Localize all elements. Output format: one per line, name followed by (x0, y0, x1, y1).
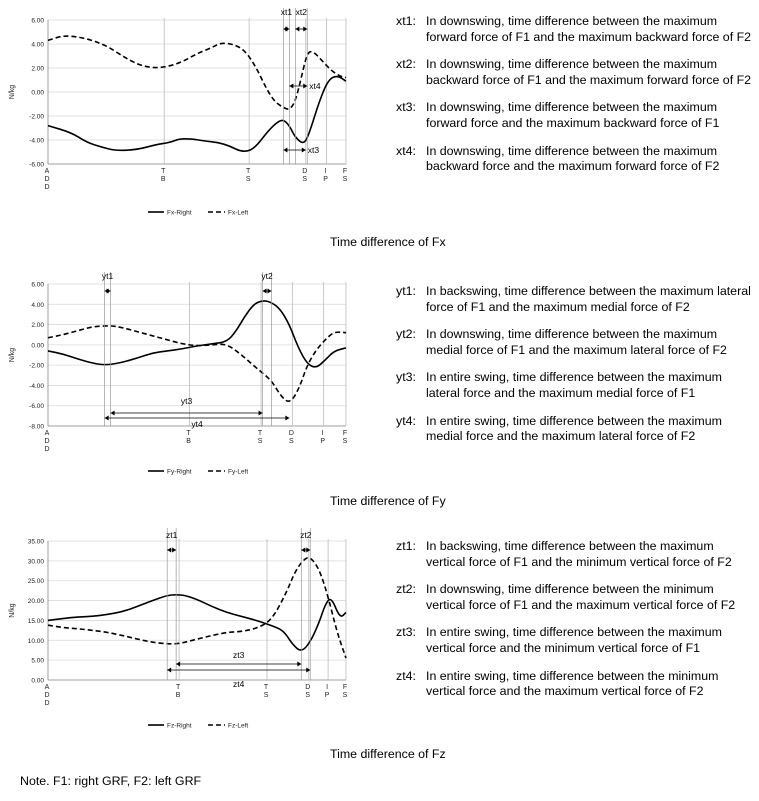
annotation-label: xt2 (295, 7, 307, 17)
x-event-label: D (44, 700, 50, 707)
definition-label: zt2: (396, 582, 416, 597)
panel-fx (0, 0, 759, 258)
note: Note. F1: right GRF, F2: left GRF (20, 774, 202, 788)
arrow-head (297, 662, 301, 667)
definition-text: In downswing, time difference between the maximum forward force and the maximum backward force of F1 (426, 100, 720, 130)
annotation-zt3 (176, 650, 301, 667)
definition-label: xt2: (396, 57, 416, 72)
y-tick-label: 0.00 (31, 677, 44, 685)
annotation-yt2 (261, 271, 273, 426)
x-event-label: A (44, 430, 50, 437)
y-tick-label: 4.00 (31, 41, 44, 49)
definition-label: zt1: (396, 539, 416, 553)
x-event-label: B (175, 692, 181, 699)
definition-label: yt1: (396, 284, 416, 298)
y-tick-label: 20.00 (27, 598, 44, 606)
legend (148, 210, 248, 217)
legend-label: Fx-Left (228, 209, 249, 217)
annotation-label: yt1 (101, 271, 114, 281)
y-tick-label: 30.00 (27, 558, 44, 566)
annotation-label: xt3 (307, 145, 320, 155)
legend-label: Fy-Left (228, 468, 249, 476)
y-tick-label: -4.00 (29, 137, 44, 145)
definition-text: In entire swing, time difference between the maximum lateral force and the maximum medial force of F1 (426, 370, 722, 400)
definition-text: In downswing, time difference between the minimum vertical force of F1 and the maximum vertical force of F2 (426, 582, 736, 612)
x-event-label: F (342, 430, 348, 437)
annotation-label: zt3 (233, 650, 245, 660)
x-event-label: P (324, 692, 330, 699)
legend-label: Fy-Right (167, 468, 192, 476)
definition-fy-3 (396, 370, 756, 401)
x-event-label: F (342, 168, 348, 175)
arrow-head (176, 662, 180, 667)
legend-label: Fz-Right (167, 722, 192, 730)
definitions-fy (396, 284, 756, 457)
x-event-label: I (321, 430, 324, 437)
x-event-label: T (186, 430, 191, 437)
caption-fz: Time difference of Fz (330, 747, 446, 761)
arrow-head (263, 289, 267, 294)
definition-text: In downswing, time difference between the maximum backward force and the maximum forward force of F2 (426, 143, 720, 174)
definition-text: In downswing, time difference between the maximum forward force of F1 and the maximum backward force of F2 (426, 14, 752, 44)
arrow-head (303, 84, 307, 89)
arrow-head (285, 416, 289, 421)
arrow-head (306, 548, 310, 553)
definitions-fz (396, 539, 756, 712)
y-tick-label: 5.00 (31, 657, 44, 665)
annotation-label: yt3 (180, 396, 193, 406)
annotation-yt1 (102, 271, 114, 426)
definition-fx-2 (396, 57, 756, 88)
definition-label: zt3: (396, 625, 416, 640)
caption-fx: Time difference of Fx (330, 235, 446, 249)
y-tick-label: 10.00 (27, 637, 44, 645)
definition-text: In downswing, time difference between the maximum backward force of F1 and the maximum forward force of F2 (426, 57, 752, 87)
annotation-zt4 (167, 668, 310, 690)
x-event-label: T (161, 168, 166, 175)
x-event-label: P (323, 176, 328, 183)
arrow-head (301, 548, 305, 553)
definition-fx-1 (396, 14, 756, 45)
panel-fy (0, 262, 759, 518)
y-tick-label: 6.00 (31, 17, 44, 25)
legend (148, 723, 248, 730)
annotation-label: zt4 (233, 679, 245, 689)
arrow-head (295, 27, 299, 32)
annotation-xt4 (289, 81, 320, 91)
y-tick-label: -8.00 (29, 423, 44, 431)
definitions-fx (396, 14, 756, 187)
x-event-label: S (305, 692, 311, 699)
definition-fy-2 (396, 327, 756, 358)
chart-fx (0, 0, 390, 230)
arrow-head (172, 548, 176, 553)
definition-text: In entire swing, time difference between the maximum vertical force and the minimum vertical force of F1 (426, 625, 722, 655)
x-event-label: S (257, 438, 263, 445)
y-tick-label: -6.00 (29, 161, 44, 169)
x-event-label: D (44, 176, 50, 183)
x-event-label: P (320, 438, 325, 445)
y-tick-label: 2.00 (31, 322, 44, 330)
y-tick-label: 6.00 (31, 281, 44, 289)
definition-label: xt1: (396, 14, 416, 28)
x-event-label: A (44, 684, 50, 691)
definition-fy-4 (396, 414, 756, 445)
x-event-label: D (44, 446, 50, 453)
y-tick-label: 25.00 (27, 578, 44, 586)
y-tick-label: -2.00 (29, 362, 44, 370)
annotation-label: yt4 (191, 419, 203, 429)
y-axis-label: N/kg (9, 347, 16, 363)
arrow-head (111, 411, 115, 416)
chart-fz (0, 520, 390, 750)
definition-text: In downswing, time difference between the maximum medial force of F1 and the maximum lateral force of F2 (426, 327, 727, 357)
annotation-label: xt4 (309, 81, 321, 91)
definition-text: In backswing, time difference between the maximum lateral force of F1 and the maximum medial force of F2 (426, 284, 751, 314)
definition-fx-4 (396, 144, 756, 175)
series-line-fx-left (48, 36, 346, 109)
legend-label: Fx-Right (167, 209, 192, 217)
arrow-head (259, 411, 263, 416)
y-tick-label: 4.00 (31, 301, 44, 309)
definition-fy-1 (396, 284, 756, 315)
x-event-label: I (326, 684, 329, 691)
x-event-label: I (324, 168, 327, 175)
annotation-label: zt1 (165, 530, 178, 540)
y-tick-label: 2.00 (31, 65, 44, 73)
annotation-label: zt2 (300, 530, 312, 540)
x-event-label: S (289, 438, 294, 445)
definition-label: yt2: (396, 327, 416, 342)
caption-fy: Time difference of Fy (330, 494, 446, 508)
x-event-label: T (246, 168, 251, 175)
y-tick-label: -2.00 (29, 113, 44, 121)
arrow-head (167, 668, 171, 673)
x-event-label: D (288, 430, 294, 437)
x-event-label: S (263, 692, 269, 699)
arrow-head (283, 148, 287, 153)
x-event-label: T (175, 684, 181, 691)
y-axis-label: N/kg (9, 603, 16, 618)
x-event-label: B (186, 438, 191, 445)
definition-label: xt3: (396, 100, 416, 115)
annotation-yt4 (105, 416, 290, 430)
arrow-head (289, 84, 293, 89)
x-event-label: S (245, 176, 251, 183)
x-event-label: D (305, 684, 311, 691)
annotation-xt3 (283, 145, 319, 155)
annotation-zt1 (166, 528, 178, 680)
definition-fz-1 (396, 539, 756, 570)
chart-fy (0, 262, 390, 492)
arrow-head (306, 668, 310, 673)
x-event-label: S (342, 176, 348, 183)
legend-label: Fz-Left (228, 722, 249, 730)
definition-label: xt4: (396, 143, 416, 158)
arrow-head (303, 27, 307, 32)
x-event-label: B (160, 176, 166, 183)
x-event-label: T (263, 684, 269, 691)
y-axis-label: N/kg (9, 84, 16, 100)
y-tick-label: 0.00 (31, 89, 44, 97)
x-event-label: S (342, 692, 348, 699)
x-event-label: F (342, 684, 348, 691)
y-tick-label: 35.00 (27, 538, 44, 546)
arrow-head (167, 548, 171, 553)
definition-text: In backswing, time difference between the maximum vertical force of F1 and the minimum vertical force of F2 (426, 539, 732, 569)
y-tick-label: 15.00 (27, 617, 44, 625)
x-event-label: T (257, 430, 263, 437)
y-tick-label: -4.00 (29, 382, 44, 390)
x-event-label: S (342, 438, 348, 445)
arrow-head (268, 289, 272, 294)
y-tick-label: 0.00 (31, 342, 44, 350)
annotation-zt2 (300, 528, 312, 680)
arrow-head (302, 148, 306, 153)
definition-fx-3 (396, 100, 756, 131)
arrow-head (105, 416, 109, 421)
definition-fz-3 (396, 625, 756, 656)
legend (148, 469, 248, 476)
definition-label: yt4: (396, 413, 416, 428)
x-event-label: D (44, 692, 50, 699)
annotation-label: yt2 (261, 271, 273, 281)
panel-fz (0, 520, 759, 774)
x-event-label: A (44, 168, 50, 175)
x-event-label: S (302, 176, 308, 183)
definition-label: zt4: (396, 668, 416, 683)
x-event-label: D (44, 438, 50, 445)
definition-text: In entire swing, time difference between the minimum vertical force and the maximum vertical force of F2 (426, 668, 719, 699)
definition-fz-2 (396, 582, 756, 613)
definition-label: yt3: (396, 370, 416, 385)
series-line-fy-right (48, 301, 346, 367)
y-tick-label: -6.00 (29, 403, 44, 411)
annotation-label: xt1 (280, 7, 293, 17)
definition-fz-4 (396, 669, 756, 700)
definition-text: In entire swing, time difference between the maximum medial force and the maximum lateral force of F2 (426, 413, 722, 444)
x-event-label: D (302, 168, 308, 175)
x-event-label: D (44, 184, 50, 191)
